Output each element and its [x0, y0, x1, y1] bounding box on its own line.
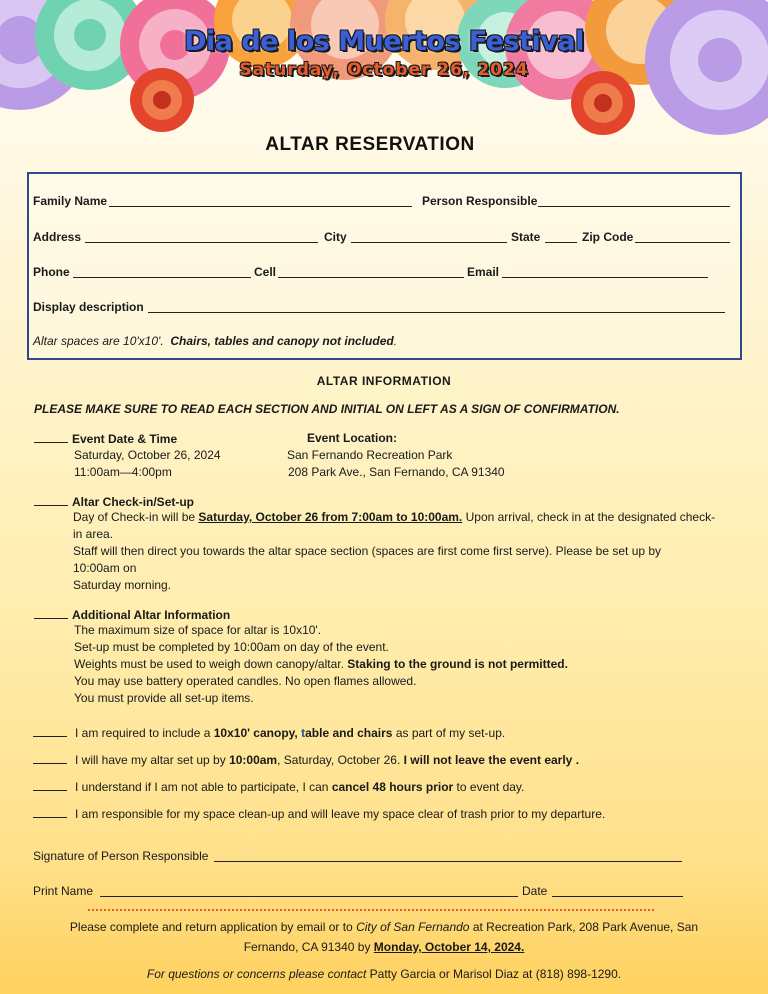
form-title: ALTAR RESERVATION	[265, 134, 475, 155]
event-time: 11:00am—4:00pm	[74, 465, 172, 479]
signature-label: Signature of Person Responsible	[33, 849, 209, 863]
person-responsible-field[interactable]	[538, 194, 730, 207]
event-venue: San Fernando Recreation Park	[287, 448, 453, 462]
checkin-section: Altar Check-in/Set-up	[34, 494, 194, 509]
initial-field[interactable]	[33, 806, 67, 818]
state-label: State	[511, 230, 541, 244]
altar-information-title: ALTAR INFORMATION	[316, 374, 452, 388]
initial-field[interactable]	[34, 607, 68, 619]
email-label: Email	[467, 265, 500, 279]
family-name-label: Family Name	[33, 194, 108, 208]
instruction-text: PLEASE MAKE SURE TO READ EACH SECTION AND INITIAL ON LEFT AS A SIGN OF CONFIRMATION.	[34, 402, 620, 416]
registration-fields-box	[27, 172, 742, 360]
print-name-field[interactable]	[100, 884, 518, 897]
person-responsible-label: Person Responsible	[422, 194, 538, 208]
initial-field[interactable]	[33, 752, 67, 764]
festival-title: Dia de los Muertos Festival	[184, 26, 584, 57]
festival-banner	[0, 0, 768, 150]
acknowledgement-setup-time: I will have my altar set up by 10:00am, Saturday, October 26. I will not leave the event early .	[33, 752, 579, 767]
display-description-field[interactable]	[148, 300, 725, 313]
email-field[interactable]	[502, 265, 708, 278]
additional-info-text: The maximum size of space for altar is 10x10'. Set-up must be completed by 10:00am on day of the event. Weights must be used to weigh down canopy/altar. Staking to the ground is not permitted. You may use battery operated candles. No open flames allowed. You must provide all set-up items.	[74, 623, 568, 705]
checkin-text: Day of Check-in will be Saturday, October 26 from 7:00am to 10:00am. Upon arrival, check in at the designated check- in area. Staff will then direct you towards the altar space section (spaces are first come first serve). Please be set up by 10:00am on Saturday morning.	[73, 510, 716, 592]
divider	[88, 909, 654, 911]
additional-info-section: Additional Altar Information	[34, 607, 230, 622]
altar-space-note: Altar spaces are 10'x10'. Chairs, tables and canopy not included.	[33, 334, 398, 348]
submission-instructions: Please complete and return application by email or to City of San Fernando at Recreation Park, 208 Park Avenue, San Fernando, CA 91340 by Monday, October 14, 2024.	[69, 920, 699, 954]
initial-field[interactable]	[33, 779, 67, 791]
city-field[interactable]	[351, 230, 507, 243]
event-date-section: Event Date & Time	[34, 431, 177, 446]
contact-info: For questions or concerns please contact Patty Garcia or Marisol Diaz at (818) 898-1290.	[146, 967, 622, 981]
address-field[interactable]	[85, 230, 318, 243]
family-name-field[interactable]	[109, 194, 412, 207]
address-label: Address	[33, 230, 82, 244]
initial-field[interactable]	[34, 431, 68, 443]
event-date: Saturday, October 26, 2024	[74, 448, 221, 462]
acknowledgement-canopy: I am required to include a 10x10' canopy, table and chairs as part of my set-up.	[33, 725, 505, 740]
zip-code-field[interactable]	[635, 230, 730, 243]
zip-code-label: Zip Code	[582, 230, 634, 244]
signature-field[interactable]	[214, 849, 682, 862]
date-field[interactable]	[552, 884, 683, 897]
state-field[interactable]	[545, 230, 577, 243]
initial-field[interactable]	[33, 725, 67, 737]
city-label: City	[324, 230, 347, 244]
event-address: 208 Park Ave., San Fernando, CA 91340	[288, 465, 505, 479]
display-description-label: Display description	[33, 300, 144, 314]
print-name-label: Print Name	[33, 884, 94, 898]
cell-field[interactable]	[278, 265, 464, 278]
date-label: Date	[522, 884, 548, 898]
acknowledgement-cancellation: I understand if I am not able to participate, I can cancel 48 hours prior to event day.	[33, 779, 524, 794]
festival-date: Saturday, October 26, 2024	[239, 60, 529, 80]
phone-field[interactable]	[73, 265, 251, 278]
cell-label: Cell	[254, 265, 277, 279]
event-location-heading: Event Location:	[307, 431, 398, 445]
initial-field[interactable]	[34, 494, 68, 506]
acknowledgement-cleanup: I am responsible for my space clean-up and will leave my space clear of trash prior to my departure.	[33, 806, 605, 821]
phone-label: Phone	[33, 265, 70, 279]
